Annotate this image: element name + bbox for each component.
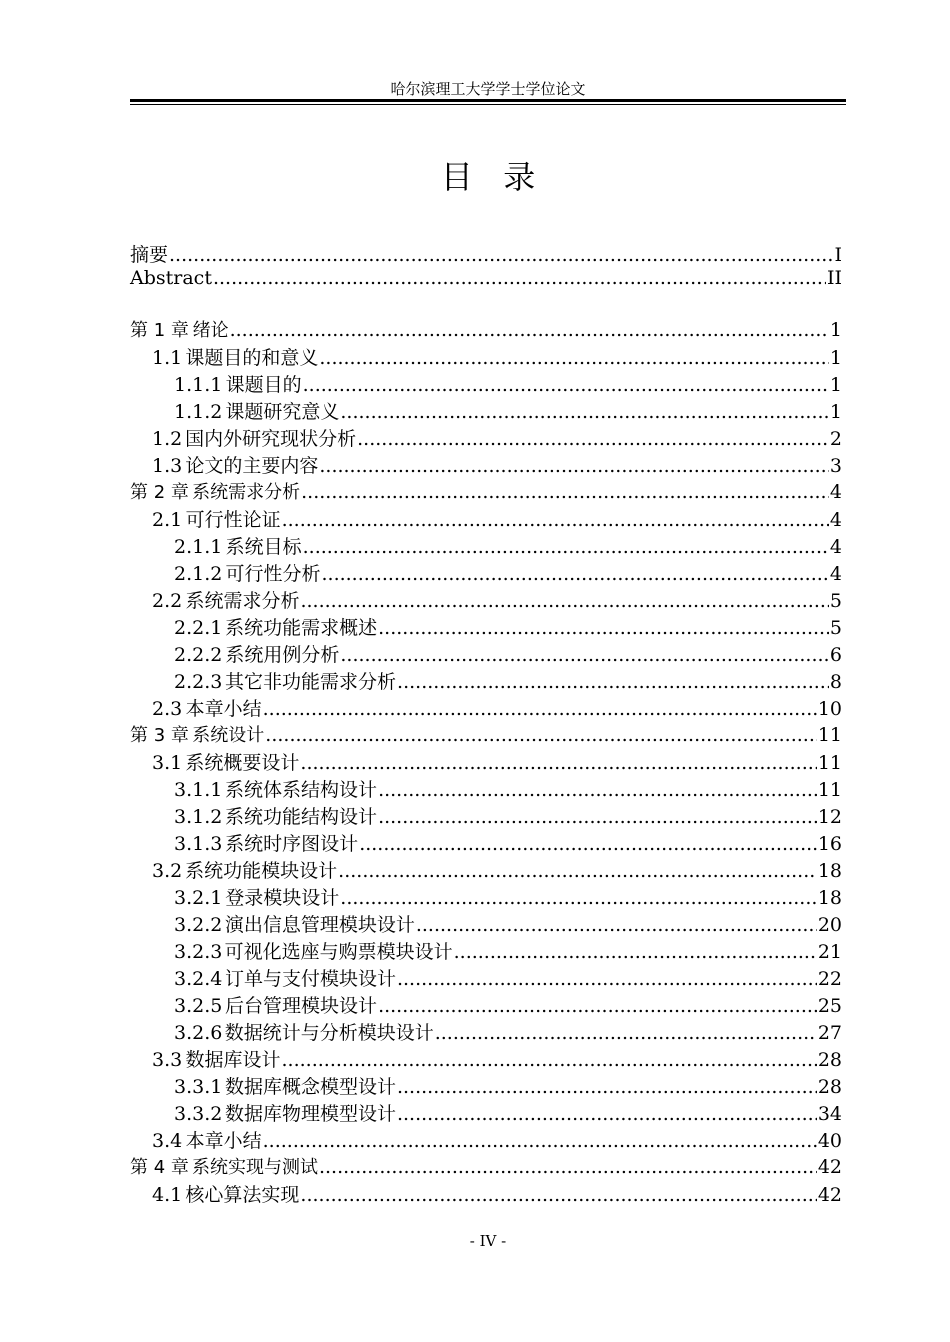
- toc-entry-label: 订单与支付模块设计: [224, 968, 396, 990]
- toc-entry-label: 数据统计与分析模块设计: [224, 1022, 434, 1044]
- toc-entry-leader-dots: [230, 319, 829, 341]
- toc-entry-label: 数据库物理模型设计: [224, 1103, 396, 1125]
- toc-entry-number: 3.1.1: [174, 779, 223, 801]
- toc-entry-number: 2.2.2: [174, 644, 223, 666]
- toc-entry-number: 3.1.3: [174, 833, 223, 855]
- toc-entry-number: 2.2: [152, 590, 183, 612]
- toc-entry: [130, 1045, 842, 1072]
- toc-entry: [130, 748, 842, 775]
- toc-entry-page-number: 4: [829, 563, 842, 585]
- toc-entry-label: 可视化选座与购票模块设计: [224, 941, 453, 963]
- toc-entry-label: 系统实现与测试: [191, 1157, 318, 1178]
- toc-entry-leader-dots: [282, 1049, 817, 1071]
- toc-entry-number: 1.2: [152, 428, 183, 450]
- toc-entry-page-number: 12: [817, 806, 842, 828]
- toc-entry: [130, 721, 842, 748]
- toc-entry-label: 可行性分析: [225, 563, 321, 585]
- toc-entry: [130, 1018, 842, 1045]
- toc-entry-page-number: 6: [829, 644, 842, 666]
- toc-entry: [130, 1099, 842, 1126]
- toc-entry: [130, 424, 842, 451]
- toc-entry-leader-dots: [213, 267, 826, 289]
- toc-entry-leader-dots: [378, 617, 829, 639]
- toc-entry-page-number: 8: [829, 671, 842, 693]
- toc-entry: [130, 856, 842, 883]
- toc-entry-label: 后台管理模块设计: [225, 995, 378, 1017]
- toc-entry: [130, 694, 842, 721]
- toc-entry-leader-dots: [338, 860, 817, 882]
- toc-entry: [130, 991, 842, 1018]
- toc-entry-leader-dots: [263, 698, 817, 720]
- toc-entry-leader-dots: [378, 779, 817, 801]
- page-footer-number: - IV -: [469, 1232, 507, 1250]
- toc-entry: [130, 586, 842, 613]
- toc-entry-number: 第 3 章: [130, 725, 189, 746]
- toc-entry-leader-dots: [378, 995, 817, 1017]
- toc-entry: [130, 964, 842, 991]
- toc-entry-page-number: 28: [817, 1049, 842, 1071]
- toc-entry-leader-dots: [397, 671, 829, 693]
- toc-entry-label: 演出信息管理模块设计: [224, 914, 415, 936]
- toc-entry: [130, 343, 842, 370]
- toc-entry-label: 课题目的: [225, 374, 302, 396]
- toc-entry-label: Abstract: [130, 267, 212, 289]
- toc-entry-page-number: 1: [829, 347, 842, 369]
- toc-entry: [130, 1153, 842, 1180]
- toc-entry: [130, 451, 842, 478]
- toc-entry-leader-dots: [319, 1156, 817, 1178]
- toc-entry: [130, 613, 842, 640]
- page-header-title: 哈尔滨理工大学学士学位论文: [390, 80, 586, 98]
- toc-entry-number: 2.3: [152, 698, 183, 720]
- toc-entry-number: 第 1 章: [130, 320, 189, 341]
- toc-entry-label: 本章小结: [185, 1130, 262, 1152]
- toc-entry: [130, 1180, 842, 1207]
- toc-entry: [130, 478, 842, 505]
- toc-entry-leader-dots: [378, 806, 817, 828]
- toc-entry-label: 系统功能结构设计: [225, 806, 378, 828]
- toc-entry-label: 系统需求分析: [185, 590, 300, 612]
- toc-entry-label: 系统目标: [225, 536, 302, 558]
- toc-entry-page-number: 1: [829, 319, 842, 341]
- toc-entry: [130, 370, 842, 397]
- toc-entry: [130, 559, 842, 586]
- toc-entry-number: 3.2.5: [174, 995, 223, 1017]
- toc-entry-number: 3.2: [152, 860, 183, 882]
- toc-entry-number: 3.4: [152, 1130, 183, 1152]
- toc-entry-number: 4.1: [152, 1184, 183, 1206]
- toc-entry-label: 系统设计: [192, 725, 265, 746]
- toc-entry: [130, 910, 842, 937]
- toc-entry-label: 系统体系结构设计: [225, 779, 378, 801]
- toc-entry-page-number: 42: [817, 1156, 842, 1178]
- toc-entry-page-number: 11: [817, 752, 842, 774]
- toc-entry-label: 系统概要设计: [185, 752, 300, 774]
- toc-entry-number: 2.2.3: [174, 671, 223, 693]
- toc-entry-page-number: 16: [817, 833, 842, 855]
- toc-entry-label: 国内外研究现状分析: [185, 428, 357, 450]
- toc-title: 目 录: [440, 158, 536, 196]
- toc-entry-page-number: 11: [817, 724, 842, 746]
- toc-entry-number: 2.1.1: [174, 536, 223, 558]
- toc-entry-page-number: 4: [829, 481, 842, 503]
- toc-entry-leader-dots: [282, 509, 829, 531]
- toc-entry-leader-dots: [263, 1130, 817, 1152]
- header-rule-thick: [130, 99, 846, 102]
- toc-entry-leader-dots: [340, 401, 829, 423]
- toc-entry-leader-dots: [340, 644, 829, 666]
- toc-entry-page-number: 4: [829, 536, 842, 558]
- toc-entry-leader-dots: [321, 563, 828, 585]
- toc-entry-page-number: 5: [829, 590, 842, 612]
- toc-entry-label: 摘要: [130, 244, 169, 266]
- toc-entry-leader-dots: [319, 347, 829, 369]
- toc-entry-leader-dots: [416, 914, 817, 936]
- toc-entry-leader-dots: [301, 481, 829, 503]
- table-of-contents: [130, 240, 842, 1207]
- toc-entry-number: 3.1: [152, 752, 183, 774]
- toc-entry-page-number: I: [834, 244, 842, 266]
- toc-entry: [130, 240, 842, 267]
- toc-entry-label: 系统用例分析: [225, 644, 340, 666]
- toc-entry: [130, 667, 842, 694]
- toc-entry-number: 2.2.1: [174, 617, 223, 639]
- toc-entry-leader-dots: [265, 724, 817, 746]
- toc-entry-label: 系统需求分析: [192, 482, 301, 503]
- toc-entry: [130, 1072, 842, 1099]
- toc-entry-page-number: 1: [829, 374, 842, 396]
- toc-entry: [130, 267, 842, 294]
- toc-spacer: [130, 294, 842, 316]
- toc-entry-number: 3.2.4: [174, 968, 223, 990]
- toc-entry: [130, 397, 842, 424]
- toc-entry: [130, 775, 842, 802]
- toc-entry-label: 课题目的和意义: [185, 347, 319, 369]
- toc-entry-label: 其它非功能需求分析: [225, 671, 397, 693]
- toc-entry-leader-dots: [454, 941, 817, 963]
- toc-entry-leader-dots: [300, 752, 816, 774]
- toc-entry: [130, 1126, 842, 1153]
- toc-entry: [130, 640, 842, 667]
- toc-entry-leader-dots: [359, 833, 817, 855]
- toc-entry-page-number: 18: [817, 860, 842, 882]
- toc-entry-page-number: 5: [829, 617, 842, 639]
- toc-entry-page-number: 21: [817, 941, 842, 963]
- toc-entry-page-number: 27: [817, 1022, 842, 1044]
- toc-entry-label: 系统功能模块设计: [185, 860, 338, 882]
- toc-entry-leader-dots: [357, 428, 829, 450]
- toc-entry-page-number: 1: [829, 401, 842, 423]
- toc-entry-number: 2.1: [152, 509, 183, 531]
- toc-entry-page-number: 22: [817, 968, 842, 990]
- toc-entry-page-number: 34: [817, 1103, 842, 1125]
- toc-entry-label: 数据库概念模型设计: [224, 1076, 396, 1098]
- toc-entry-label: 登录模块设计: [225, 887, 340, 909]
- toc-entry-leader-dots: [169, 244, 833, 266]
- toc-entry-page-number: 25: [817, 995, 842, 1017]
- toc-entry-page-number: 2: [829, 428, 842, 450]
- toc-entry: [130, 316, 842, 343]
- toc-entry-leader-dots: [303, 536, 829, 558]
- toc-entry: [130, 505, 842, 532]
- toc-entry-leader-dots: [397, 968, 817, 990]
- toc-entry-number: 3.3.1: [174, 1076, 223, 1098]
- toc-entry-number: 3.2.1: [174, 887, 223, 909]
- toc-entry-leader-dots: [300, 1184, 816, 1206]
- toc-entry-number: 3.3: [152, 1049, 183, 1071]
- toc-entry-page-number: 11: [817, 779, 842, 801]
- toc-entry-number: 1.1: [152, 347, 183, 369]
- toc-entry-number: 2.1.2: [174, 563, 223, 585]
- toc-entry-label: 本章小结: [185, 698, 262, 720]
- toc-entry-label: 论文的主要内容: [185, 455, 319, 477]
- toc-entry-page-number: 4: [829, 509, 842, 531]
- toc-entry-number: 1.3: [152, 455, 183, 477]
- toc-entry-number: 3.2.6: [174, 1022, 223, 1044]
- toc-entry-number: 3.2.2: [174, 914, 223, 936]
- toc-entry-number: 1.1.2: [174, 401, 223, 423]
- toc-entry-label: 核心算法实现: [185, 1184, 300, 1206]
- header-rule-thin: [130, 104, 846, 105]
- toc-entry-page-number: 28: [817, 1076, 842, 1098]
- toc-entry-label: 数据库设计: [185, 1049, 281, 1071]
- toc-entry-page-number: II: [826, 267, 842, 289]
- toc-entry: [130, 883, 842, 910]
- toc-entry-page-number: 18: [817, 887, 842, 909]
- toc-entry: [130, 937, 842, 964]
- toc-entry: [130, 829, 842, 856]
- toc-entry: [130, 802, 842, 829]
- toc-entry-number: 第 4 章: [130, 1157, 189, 1178]
- toc-entry-number: 3.2.3: [174, 941, 223, 963]
- toc-entry-label: 系统时序图设计: [225, 833, 359, 855]
- toc-entry-number: 第 2 章: [130, 482, 189, 503]
- toc-entry-page-number: 3: [829, 455, 842, 477]
- toc-entry-label: 可行性论证: [185, 509, 281, 531]
- toc-entry-label: 系统功能需求概述: [225, 617, 378, 639]
- toc-entry-number: 1.1.1: [174, 374, 223, 396]
- toc-entry-label: 绪论: [192, 320, 229, 341]
- toc-entry-leader-dots: [319, 455, 829, 477]
- toc-entry-leader-dots: [300, 590, 828, 612]
- toc-entry-page-number: 20: [817, 914, 842, 936]
- toc-entry-number: 3.1.2: [174, 806, 223, 828]
- toc-entry-leader-dots: [340, 887, 817, 909]
- toc-entry-page-number: 42: [817, 1184, 842, 1206]
- toc-entry-number: 3.3.2: [174, 1103, 223, 1125]
- toc-entry-page-number: 10: [817, 698, 842, 720]
- toc-entry-page-number: 40: [817, 1130, 842, 1152]
- toc-entry-label: 课题研究意义: [225, 401, 340, 423]
- toc-entry-leader-dots: [397, 1076, 817, 1098]
- toc-entry: [130, 532, 842, 559]
- toc-entry-leader-dots: [303, 374, 829, 396]
- toc-entry-leader-dots: [397, 1103, 817, 1125]
- toc-entry-leader-dots: [435, 1022, 817, 1044]
